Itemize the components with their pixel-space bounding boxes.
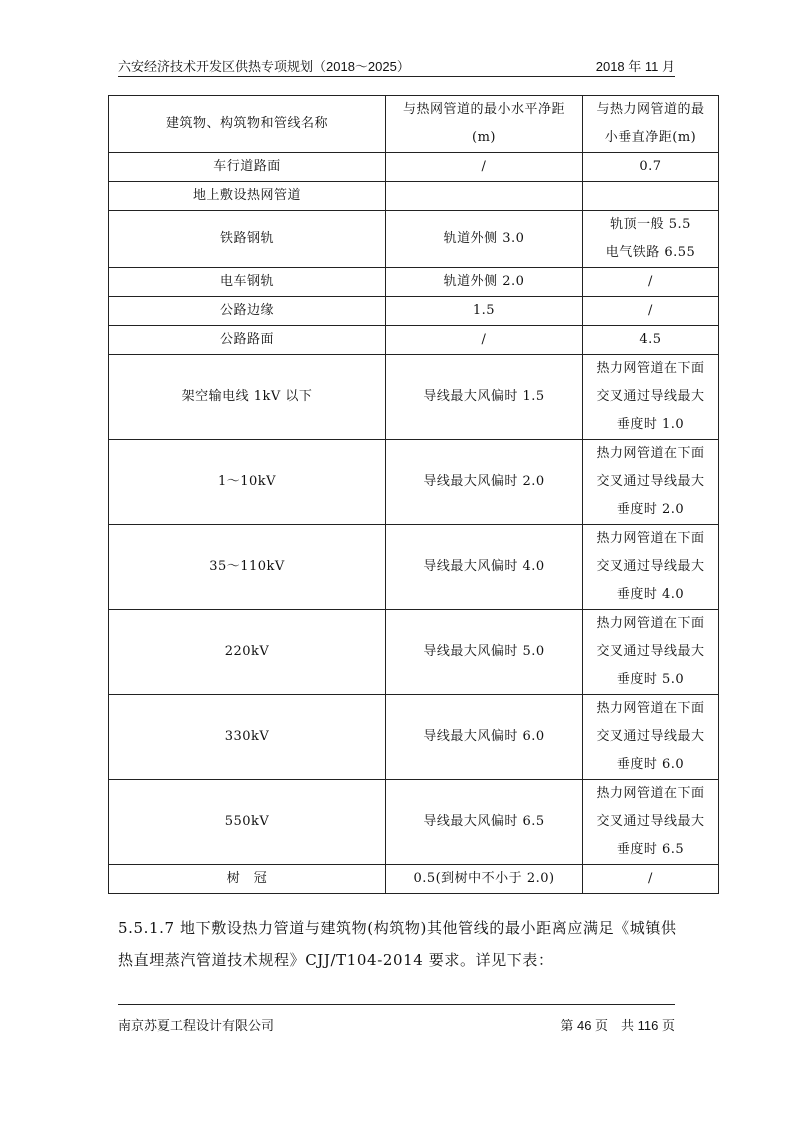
row-horizontal-cell — [386, 326, 583, 355]
clearance-table-body — [109, 96, 719, 894]
table-row — [109, 153, 719, 182]
document-title: 六安经济技术开发区供热专项规划（2018～2025） — [118, 59, 410, 74]
row-horizontal-cell — [386, 182, 583, 211]
row-vertical-line: 交叉通过导线最大 — [596, 729, 705, 744]
row-horizontal-value: 轨道外侧 3.0 — [443, 231, 525, 246]
row-name: 550kV — [224, 814, 270, 829]
row-vertical-cell — [583, 326, 719, 355]
clearance-table — [108, 95, 719, 894]
row-vertical-line: 轨顶一般 5.5 — [610, 217, 691, 232]
table-row — [109, 355, 719, 440]
row-name: 1～10kV — [217, 474, 277, 489]
row-horizontal-value: / — [481, 332, 487, 347]
row-name-cell — [109, 610, 386, 695]
row-name-cell — [109, 326, 386, 355]
table-row — [109, 326, 719, 355]
table-row — [109, 695, 719, 780]
row-vertical-line: 热力网管道在下面 — [596, 446, 705, 461]
row-horizontal-value: 导线最大风偏时 4.0 — [423, 559, 545, 574]
row-name: 公路边缘 — [219, 303, 274, 318]
row-horizontal-cell — [386, 695, 583, 780]
row-name: 330kV — [224, 729, 270, 744]
page-number: 第 46 页 共 116 页 — [560, 1018, 675, 1033]
row-vertical-line: 垂度时 6.5 — [616, 842, 685, 857]
row-horizontal-value: 导线最大风偏时 2.0 — [423, 474, 545, 489]
header-horizontal-cell — [386, 96, 583, 153]
row-horizontal-value: 轨道外侧 2.0 — [443, 274, 525, 289]
table-header-row — [109, 96, 719, 153]
row-horizontal-value: 1.5 — [472, 303, 496, 318]
row-vertical-line: / — [648, 303, 653, 318]
row-vertical-line: 热力网管道在下面 — [596, 531, 705, 546]
header-name-cell — [109, 96, 386, 153]
row-name-cell — [109, 268, 386, 297]
row-vertical-cell — [583, 695, 719, 780]
paragraph-line-2: 热直埋蒸汽管道技术规程》CJJ/T104-2014 要求。详见下表： — [118, 951, 554, 969]
row-vertical-cell — [583, 780, 719, 865]
row-vertical-cell — [583, 355, 719, 440]
row-horizontal-value: 0.5(到树中不小于 2.0) — [413, 871, 555, 886]
row-name: 220kV — [224, 644, 270, 659]
row-name: 地上敷设热网管道 — [192, 188, 301, 203]
row-name: 电车钢轨 — [219, 274, 274, 289]
row-vertical-line: / — [648, 274, 653, 289]
row-vertical-cell — [583, 268, 719, 297]
row-name-cell — [109, 865, 386, 894]
table-row — [109, 211, 719, 268]
row-horizontal-cell — [386, 610, 583, 695]
table-row — [109, 182, 719, 211]
row-horizontal-cell — [386, 780, 583, 865]
table-row — [109, 865, 719, 894]
header-vertical-cell — [583, 96, 719, 153]
row-vertical-cell — [583, 153, 719, 182]
table-row — [109, 268, 719, 297]
header-name: 建筑物、构筑物和管线名称 — [165, 116, 328, 131]
page-header — [118, 52, 675, 77]
row-name: 树 冠 — [226, 871, 268, 886]
row-vertical-line: 交叉通过导线最大 — [596, 389, 705, 404]
row-vertical-cell — [583, 525, 719, 610]
paragraph-line-1: 5.5.1.7 地下敷设热力管道与建筑物(构筑物)其他管线的最小距离应满足《城镇供 — [118, 919, 677, 937]
row-vertical-line: 电气铁路 6.55 — [605, 245, 696, 260]
row-vertical-line: 垂度时 2.0 — [616, 502, 685, 517]
row-vertical-line: 热力网管道在下面 — [596, 616, 705, 631]
row-name-cell — [109, 182, 386, 211]
row-vertical-cell — [583, 610, 719, 695]
page-footer — [118, 1004, 675, 1035]
row-name: 架空输电线 1kV 以下 — [181, 389, 313, 404]
row-vertical-cell — [583, 440, 719, 525]
row-vertical-line: 热力网管道在下面 — [596, 701, 705, 716]
row-name-cell — [109, 525, 386, 610]
row-name-cell — [109, 780, 386, 865]
row-vertical-line: 垂度时 1.0 — [616, 417, 685, 432]
header-horizontal-line1: 与热网管道的最小水平净距 — [402, 102, 565, 117]
row-horizontal-cell — [386, 153, 583, 182]
row-name-cell — [109, 211, 386, 268]
document-date: 2018 年 11 月 — [595, 59, 675, 74]
row-horizontal-value: 导线最大风偏时 6.5 — [423, 814, 545, 829]
row-name-cell — [109, 440, 386, 525]
row-horizontal-value: / — [481, 159, 487, 174]
table-row — [109, 780, 719, 865]
row-vertical-line: 热力网管道在下面 — [596, 786, 705, 801]
row-name: 车行道路面 — [213, 159, 281, 174]
row-horizontal-cell — [386, 355, 583, 440]
row-horizontal-cell — [386, 440, 583, 525]
row-name: 35～110kV — [209, 559, 285, 574]
row-vertical-line: 交叉通过导线最大 — [596, 814, 705, 829]
row-name: 公路路面 — [219, 332, 274, 347]
row-name-cell — [109, 355, 386, 440]
row-name-cell — [109, 695, 386, 780]
row-horizontal-cell — [386, 865, 583, 894]
row-vertical-cell — [583, 865, 719, 894]
row-vertical-line: 4.5 — [639, 332, 662, 347]
table-row — [109, 440, 719, 525]
row-vertical-line: 交叉通过导线最大 — [596, 559, 705, 574]
row-horizontal-cell — [386, 268, 583, 297]
row-horizontal-value: 导线最大风偏时 5.0 — [423, 644, 545, 659]
row-vertical-cell — [583, 182, 719, 211]
row-horizontal-cell — [386, 297, 583, 326]
table-row — [109, 525, 719, 610]
row-vertical-line — [586, 182, 715, 210]
row-name: 铁路钢轨 — [219, 231, 274, 246]
row-vertical-line: 0.7 — [639, 159, 662, 174]
row-vertical-line: 垂度时 4.0 — [616, 587, 685, 602]
row-vertical-cell — [583, 297, 719, 326]
section-paragraph — [118, 912, 698, 976]
row-vertical-line: 热力网管道在下面 — [596, 361, 705, 376]
row-horizontal-cell — [386, 211, 583, 268]
row-vertical-line: 垂度时 6.0 — [616, 757, 685, 772]
row-vertical-cell — [583, 211, 719, 268]
company-name: 南京苏夏工程设计有限公司 — [118, 1018, 275, 1033]
row-horizontal-cell — [386, 525, 583, 610]
table-row — [109, 297, 719, 326]
row-horizontal-value: 导线最大风偏时 1.5 — [423, 389, 545, 404]
row-vertical-line: 交叉通过导线最大 — [596, 474, 705, 489]
row-vertical-line: 交叉通过导线最大 — [596, 644, 705, 659]
header-vertical-line2: 小垂直净距(m) — [604, 130, 697, 145]
table-row — [109, 610, 719, 695]
header-horizontal-line2: (m) — [472, 130, 496, 145]
header-vertical-line1: 与热力网管道的最 — [596, 102, 705, 117]
row-name-cell — [109, 297, 386, 326]
row-vertical-line: 垂度时 5.0 — [616, 672, 685, 687]
row-name-cell — [109, 153, 386, 182]
row-horizontal-value: 导线最大风偏时 6.0 — [423, 729, 545, 744]
row-vertical-line: / — [648, 871, 653, 886]
